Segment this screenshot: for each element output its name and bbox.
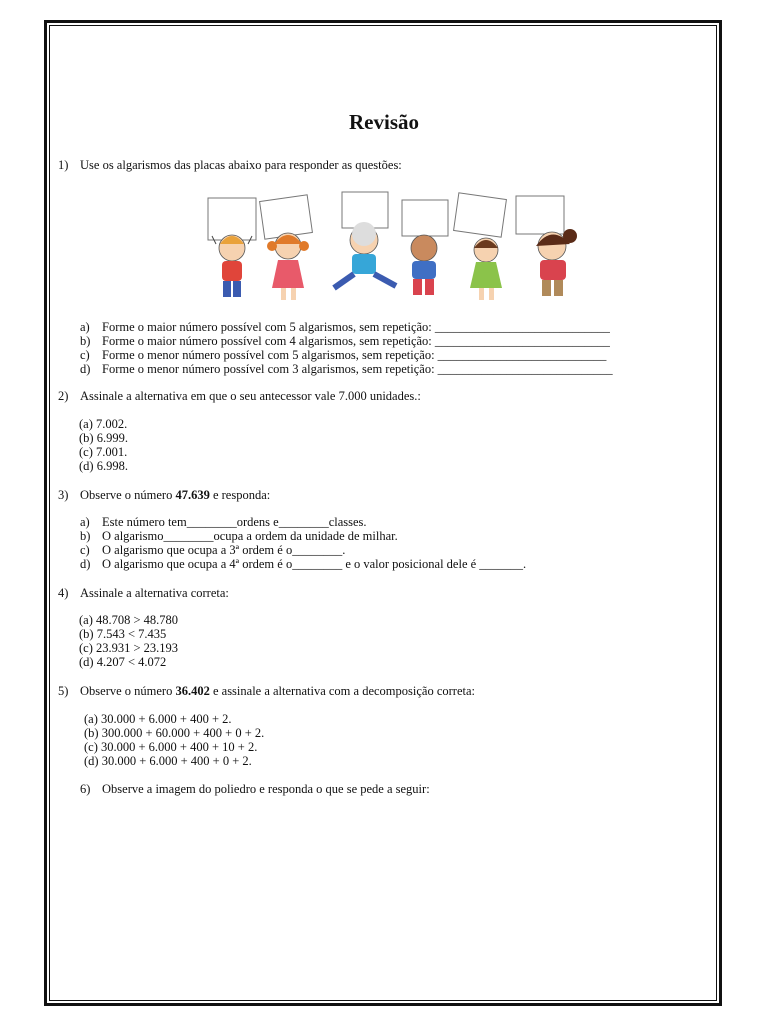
q5-option-d: (d) 30.000 + 6.000 + 400 + 0 + 2. — [84, 754, 252, 768]
q1-item-d: d) Forme o menor número possível com 3 algarismos, sem repetição: ____________________________ — [80, 362, 613, 376]
q2-option-c: (c) 7.001. — [79, 445, 128, 459]
question-6: 6) Observe a imagem do poliedro e responda o que se pede a seguir: — [80, 782, 430, 796]
child-5 — [454, 193, 507, 300]
q2-option-b: (b) 6.999. — [79, 431, 128, 445]
child-4 — [402, 200, 448, 295]
q4-option-c: (c) 23.931 > 23.193 — [79, 641, 179, 655]
q1-item-b: b) Forme o maior número possível com 4 algarismos, sem repetição: ____________________________ — [80, 334, 610, 348]
question-4: 4) Assinale a alternativa correta: — [58, 586, 229, 600]
q5-option-a: (a) 30.000 + 6.000 + 400 + 2. — [84, 712, 232, 726]
child-1 — [208, 198, 256, 297]
question-5: 5) Observe o número 36.402 e assinale a alternativa com a decomposição correta: — [58, 684, 475, 698]
q3-item-b: b) O algarismo________ocupa a ordem da unidade de milhar. — [80, 529, 398, 543]
q1-item-c: c) Forme o menor número possível com 5 algarismos, sem repetição: ___________________________ — [80, 348, 607, 362]
q3-item-d: d) O algarismo que ocupa a 4ª ordem é o________ e o valor posicional dele é _______. — [80, 557, 527, 571]
q1-item-a: a) Forme o maior número possível com 5 algarismos, sem repetição: ____________________________ — [80, 320, 610, 334]
q3-item-c: c) O algarismo que ocupa a 3ª ordem é o________. — [80, 543, 346, 557]
q4-option-a: (a) 48.708 > 48.780 — [79, 613, 179, 627]
question-number: 1) — [58, 158, 69, 172]
q5-option-c: (c) 30.000 + 6.000 + 400 + 10 + 2. — [84, 740, 258, 754]
q5-option-b: (b) 300.000 + 60.000 + 400 + 0 + 2. — [84, 726, 265, 740]
child-6 — [516, 196, 577, 296]
page-title: Revisão — [349, 110, 419, 134]
q2-option-d: (d) 6.998. — [79, 459, 128, 473]
question-1 — [58, 158, 402, 172]
highlighted-number: 36.402 — [175, 684, 210, 698]
q3-item-a: a) Este número tem________ordens e________classes. — [80, 515, 367, 529]
child-3 — [334, 192, 396, 288]
question-2: 2) Assinale a alternativa em que o seu antecessor vale 7.000 unidades.: — [58, 389, 421, 403]
q2-option-a: (a) 7.002. — [79, 417, 128, 431]
children-holding-signs-illustration — [198, 188, 590, 310]
highlighted-number: 47.639 — [175, 488, 210, 502]
question-3: 3) Observe o número 47.639 e responda: — [58, 488, 271, 502]
child-2 — [260, 195, 313, 300]
question-text: Use os algarismos das placas abaixo para responder as questões: — [80, 158, 402, 172]
q4-option-d: (d) 4.207 < 4.072 — [79, 655, 167, 669]
q4-option-b: (b) 7.543 < 7.435 — [79, 627, 167, 641]
